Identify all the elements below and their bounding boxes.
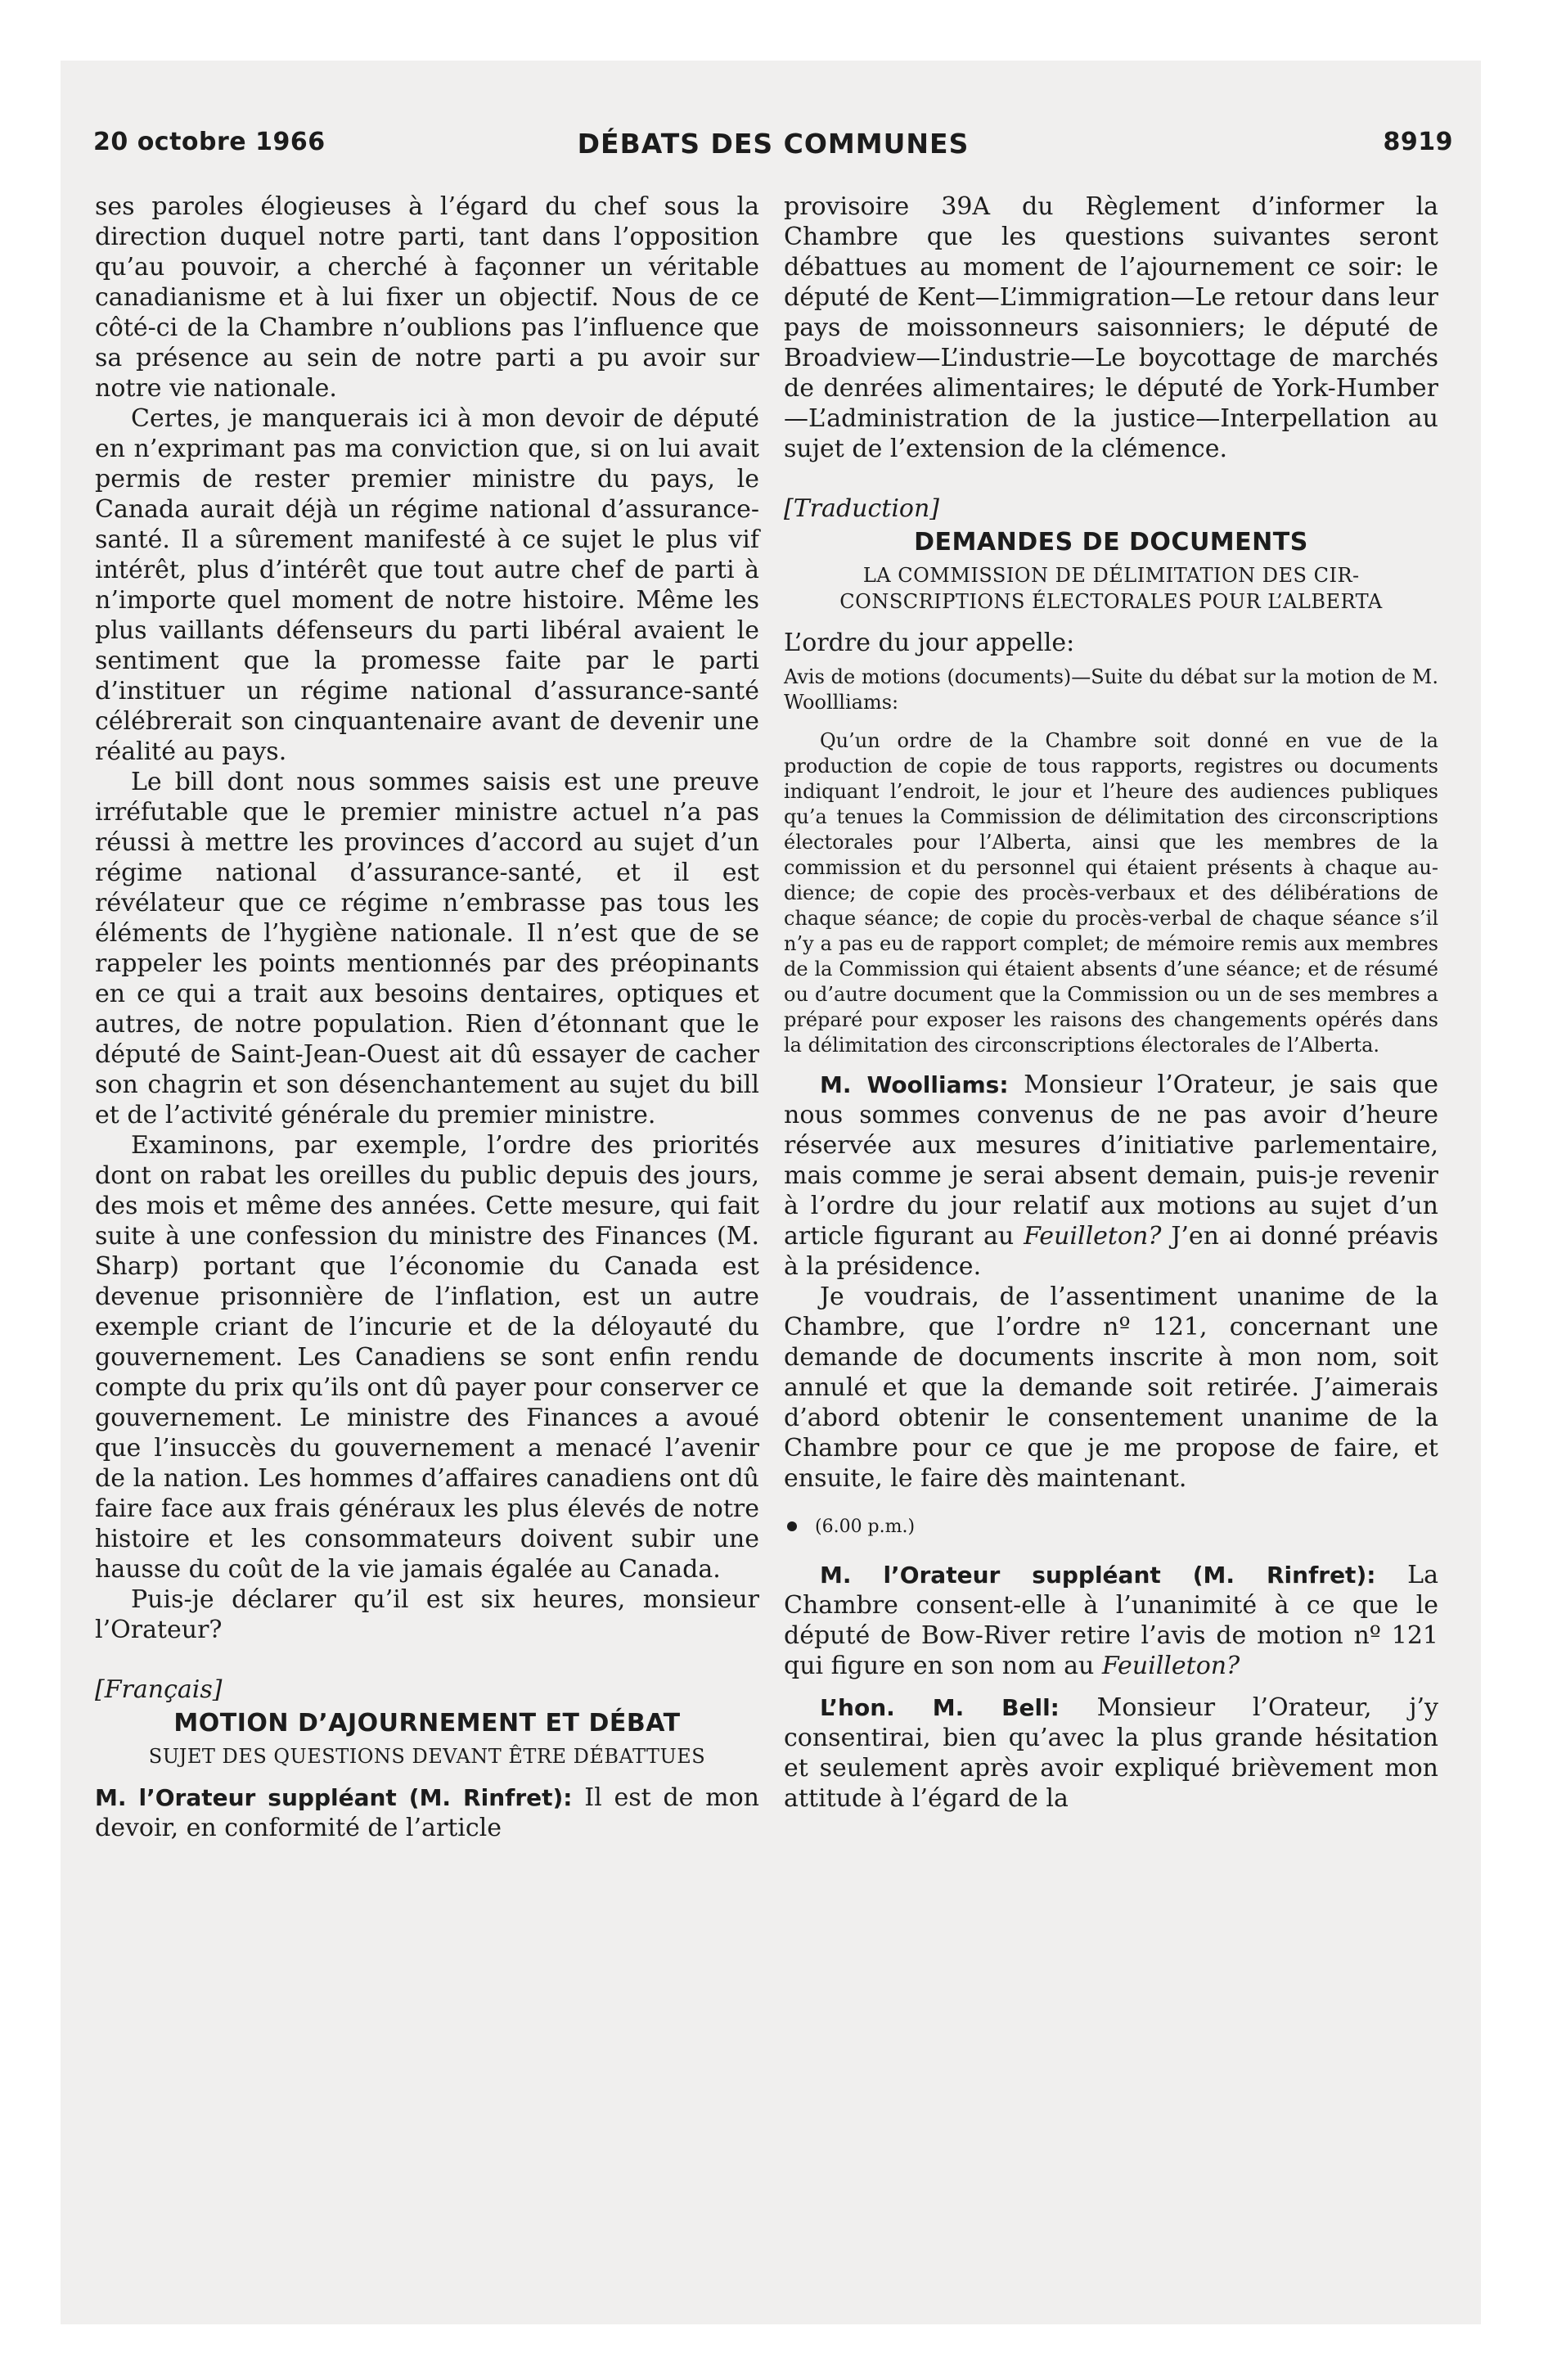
speech-italic: Feuilleton? <box>1024 1222 1162 1251</box>
right-column <box>784 192 1438 1814</box>
speech-paragraph <box>784 1693 1438 1814</box>
speech-paragraph <box>784 1070 1438 1282</box>
speech-paragraph <box>784 1560 1438 1681</box>
order-of-day: L’ordre du jour appelle: <box>784 629 1075 657</box>
bullet-icon <box>787 1521 797 1531</box>
header-title: DÉBATS DES COMMUNES <box>577 128 970 160</box>
speech-text: Monsieur l’Orateur, j’y consentirai, bien qu’avec la plus grande hésitation et seulement après avoir expliqué brièvement mon attitude à l’égard de la <box>784 1693 1438 1813</box>
motion-block <box>784 665 1438 1058</box>
speech-paragraph <box>95 1783 759 1843</box>
header-page-number: 8919 <box>1383 128 1453 156</box>
language-tag: [Traduction] <box>784 494 940 523</box>
section-title: DEMANDES DE DOCUMENTS <box>914 528 1308 557</box>
motion-text: Qu’un ordre de la Chambre soit donné en vue de la production de copie de tous rapports, registres ou documents indiquant l’endroit, le jour et l’heure des audiences publiques qu’a tenues la Commission de délimitation des circonscriptions électorales pour l’Alberta, ainsi que les membres de la commission et du personnel qui étaient présents à chaque audience; de copie des procès-verbaux et des délibérations de chaque séance; de copie du procès-verbal de chaque séance s’il n’y a pas eu de rapport complet; de mémoire remis aux membres de la Commission qui étaient absents d’une séance; et de résumé ou d’autre document que la Commission ou un de ses membres a préparé pour exposer les raisons des changements opérés dans la délimitation des circonscriptions électorales de l’Alberta. <box>784 729 1438 1057</box>
subsection-title: LA COMMISSION DE DÉLIMITATION DES CIRCONSCRIPTIONS ÉLECTORALES POUR L’ALBERTA <box>839 564 1383 613</box>
notice-text: Avis de motions (documents)—Suite du débat sur la motion de M. Woollliams: <box>784 665 1438 714</box>
speech-text: Il est de mon devoir, en conformité de l’article <box>95 1783 759 1842</box>
left-column <box>95 192 759 1843</box>
speech-text: Monsieur l’Orateur, je sais que nous sommes convenus de ne pas avoir d’heure réservée aux mesures d’initiative parlementaire, mais comme je serai absent demain, puis-je revenir à l’ordre du jour relatif aux motions au sujet d’un article figurant au <box>784 1071 1438 1251</box>
language-tag: [Français] <box>95 1675 223 1704</box>
speaker-name: M. Woolliams: <box>820 1071 1009 1098</box>
speaker-name: M. l’Orateur suppléant (M. Rinfret): <box>820 1562 1376 1589</box>
paragraph: Certes, je manquerais ici à mon devoir de député en n’exprimant pas ma conviction que, si on lui avait permis de rester premier ministre du pays, le Canada aurait déjà un régime national d’assurance-santé. Il a sûrement manifesté à ce sujet le plus vif intérêt, plus d’intérêt que tout autre chef de parti à n’importe quel moment de notre histoire. Même les plus vaillants défenseurs du parti libéral avaient le sentiment que la promesse faite par le parti d’instituer un régime national d’assurance-santé célébrerait son cinquantenaire avant de devenir une réalité au pays. <box>95 404 759 766</box>
paragraph: Le bill dont nous sommes saisis est une preuve irréfutable que le premier ministre actuel n’a pas réussi à mettre les provinces d’accord au sujet d’un régime national d’assurance-santé, et il est révélateur que ce régime n’embrasse pas tous les éléments de l’hygiène nationale. Il n’est que de se rappeler les points mentionnés par des préopinants en ce qui a trait aux besoins dentaires, optiques et autres, de notre population. Rien d’étonnant que le député de Saint-Jean-Ouest ait dû essayer de cacher son chagrin et son désenchantement au sujet du bill et de l’activité générale du premier ministre. <box>95 768 759 1129</box>
speech-text-end: J’en ai donné préavis à la présidence. <box>784 1222 1438 1281</box>
paragraph: ses paroles élogieuses à l’égard du chef sous la direction duquel notre parti, tant dans l’opposition qu’au pouvoir, a cherché à façonner un véritable canadianisme et à lui fixer un objectif. Nous de ce côté-ci de la Chambre n’oublions pas l’influence que sa présence au sein de notre parti a pu avoir sur notre vie nationale. <box>95 192 759 403</box>
paragraph: provisoire 39A du Règlement d’informer la Chambre que les questions suivantes seront débattues au moment de l’ajournement ce soir: le député de Kent—L’immigration—Le retour dans leur pays de moissonneurs saisonniers; le député de Broadview—L’industrie—Le boycottage de marchés de denrées alimentaires; le député de York-Humber—L’administration de la justice—Interpellation au sujet de l’extension de la clémence. <box>784 192 1438 463</box>
time-text: (6.00 p.m.) <box>815 1517 916 1537</box>
header-date: 20 octobre 1966 <box>93 128 326 156</box>
section-title: MOTION D’AJOURNEMENT ET DÉBAT <box>173 1709 681 1738</box>
subsection-title: SUJET DES QUESTIONS DEVANT ÊTRE DÉBATTUES <box>148 1745 706 1768</box>
paragraph: Puis-je déclarer qu’il est six heures, monsieur l’Orateur? <box>95 1585 759 1644</box>
paragraph: Je voudrais, de l’assentiment unanime de la Chambre, que l’ordre nº 121, concernant une demande de documents inscrite à mon nom, soit annulé et que la demande soit retirée. J’aimerais d’abord obtenir le consentement unanime de la Chambre pour ce que je me propose de faire, et ensuite, le faire dès maintenant. <box>784 1282 1438 1493</box>
speaker-name: L’hon. M. Bell: <box>820 1694 1060 1721</box>
speaker-name: M. l’Orateur suppléant (M. Rinfret): <box>95 1784 573 1811</box>
speech-text: La Chambre consent-elle à l’unanimité à ce que le député de Bow-River retire l’avis de motion nº 121 qui figure en son nom au <box>784 1561 1438 1680</box>
time-marker <box>784 1512 1438 1542</box>
page-header <box>93 128 1453 169</box>
paragraph: Examinons, par exemple, l’ordre des priorités dont on rabat les oreilles du public depuis des jours, des mois et même des années. Cette mesure, qui fait suite à une confession du ministre des Finances (M. Sharp) portant que l’économie du Canada est devenue prisonnière de l’inflation, est un autre exemple criant de l’incurie et de la déloyauté du gouvernement. Les Canadiens se sont enfin rendu compte du prix qu’ils ont dû payer pour conserver ce gouvernement. Le ministre des Finances a avoué que l’insuccès du gouvernement a menacé l’avenir de la nation. Les hommes d’affaires canadiens ont dû faire face aux frais généraux les plus élevés de notre histoire et les consommateurs doivent subir une hausse du coût de la vie jamais égalée au Canada. <box>95 1131 759 1584</box>
speech-italic: Feuilleton? <box>1101 1652 1240 1680</box>
